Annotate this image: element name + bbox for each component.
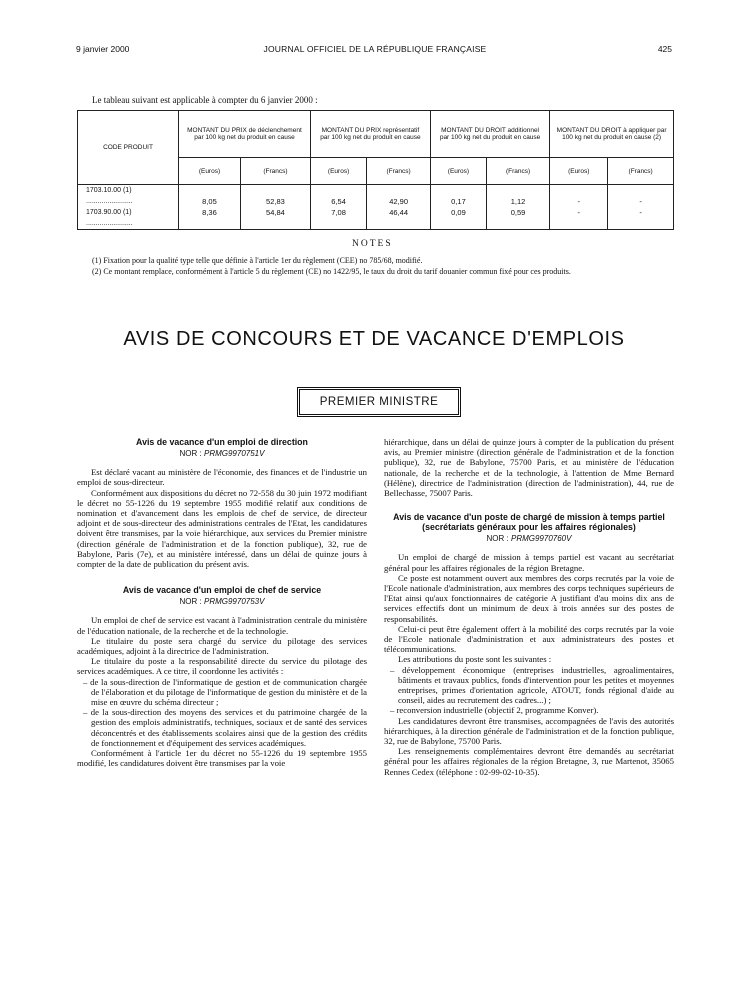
header-page-number: 425 <box>657 44 672 54</box>
table-cell: - - <box>608 185 674 230</box>
table-cell: 8,05 8,36 <box>179 185 241 230</box>
paragraph: Est déclaré vacant au ministère de l'économie, des finances et de l'industrie un emploi de sous-directeur. <box>77 467 367 488</box>
paragraph: Le titulaire du poste sera chargé du service du pilotage des services académiques, adjoint à la directrice de l'administration. <box>77 635 367 657</box>
paragraph: Les attributions du poste sont les suivantes : <box>398 654 552 665</box>
note-2: (2) Ce montant remplace, conformément à l'article 5 du règlement (CE) no 1422/95, le taux du droit du tarif douanier commun fixé pour ces produits. <box>92 267 571 276</box>
paragraph: Le titulaire du poste a la responsabilité directe du service du pilotage des services académiques. A ce titre, il coordonne les activités : <box>77 656 367 677</box>
header-date: 9 janvier 2000 <box>76 44 130 54</box>
right-column <box>384 437 674 777</box>
table-cell: 52,83 54,84 <box>240 185 310 230</box>
article-title: Avis de vacance d'un emploi de chef de service <box>122 585 322 596</box>
paragraph: Un emploi de chef de service est vacant à l'administration centrale du ministère de l'éducation nationale, de la recherche et de la technologie. <box>77 615 367 636</box>
list-item: – développement économique (entreprises industrielles, agroalimentaires, bâtiments et travaux publics, fonds d'intervention pour les petites et moyennes entreprises, primes d'orientation agricole, ATOUT, fonds régional d'aide au conseil, aides au recrutement des cadres...) ; <box>390 664 674 706</box>
unit-header: (Francs) <box>367 158 431 185</box>
product-code: 1703.90.00 (1) <box>86 209 132 216</box>
unit-header: (Francs) <box>240 158 310 185</box>
table-cell: 6,54 7,08 <box>310 185 366 230</box>
unit-header: (Euros) <box>430 158 486 185</box>
header-journal-title: JOURNAL OFFICIEL DE LA RÉPUBLIQUE FRANÇAISE <box>263 44 487 54</box>
section-title: AVIS DE CONCOURS ET DE VACANCE D'EMPLOIS <box>123 328 625 350</box>
paragraph: Ce poste est notamment ouvert aux membres des corps recrutés par la voie de l'Ecole nationale d'administration, aux membres des corps techniques supérieurs de l'Etat ainsi qu'aux fonctionnaires de catégorie A justifiant d'au moins dix ans de services effectifs dont un minimum de deux à trois années sur des postes de responsabilités. <box>384 572 674 624</box>
list-item: – de la sous-direction de l'informatique de gestion et de communication chargée de l'élaboration et du pilotage de l'informatique de gestion du ministère et de la mise en œuvre du schéma directeur ; <box>83 676 367 708</box>
group-header-1: MONTANT DU PRIX de déclenchement par 100 kg net du produit en cause <box>179 111 311 158</box>
tariff-table <box>77 110 674 230</box>
unit-header: (Euros) <box>550 158 608 185</box>
paragraph: Les renseignements complémentaires devront être demandés au secrétariat général pour les affaires régionales de la région Bretagne, 3, rue Martenot, 35065 Rennes Cedex (téléphone : 02-99-02-10-35). <box>384 746 674 777</box>
table-intro: Le tableau suivant est applicable à compter du 6 janvier 2000 : <box>92 95 318 105</box>
activity-list <box>77 677 367 748</box>
article-title: Avis de vacance d'un poste de chargé de mission à temps partiel (secrétariats généraux pour les affaires régionales) <box>393 512 665 533</box>
attribution-list <box>384 665 674 716</box>
paragraph: Un emploi de chargé de mission à temps partiel est vacant au secrétariat général pour les affaires régionales de la région Bretagne. <box>384 552 674 573</box>
product-code: 1703.10.00 (1) <box>86 187 132 194</box>
nor-reference: NOR : PRMG9970751V <box>179 449 265 458</box>
left-column <box>77 437 367 768</box>
unit-header: (Euros) <box>179 158 241 185</box>
paragraph: Conformément aux dispositions du décret no 72-558 du 30 juin 1972 modifiant le décret no 55-1226 du 19 septembre 1955 modifié relatif aux conditions de nomination et d'avancement dans les emplois de chef de service, de directeur adjoint et de sous-directeur des administrations centrales de l'Etat, les candidatures doivent être transmises, par la voie hiérarchique, aux services du Premier ministre (direction générale de l'administration et de la fonction publique), 32, rue de Babylone, Paris (7e), et au ministère intéressé, dans un délai de quinze jours à compter de la date de publication du présent avis. <box>77 487 367 570</box>
list-item: – reconversion industrielle (objectif 2, programme Konver). <box>390 705 599 716</box>
ministry-box: PREMIER MINISTRE <box>297 387 461 417</box>
group-header-2: MONTANT DU PRIX représentatif par 100 kg net du produit en cause <box>310 111 430 158</box>
unit-header: (Francs) <box>608 158 674 185</box>
paragraph: Celui-ci peut être également offert à la mobilité des corps recrutés par la voie de l'Ecole nationale d'administration et aux administrateurs des postes et télécommunications. <box>384 623 674 655</box>
table-cell: 42,90 46,44 <box>367 185 431 230</box>
paragraph: Les candidatures devront être transmises, accompagnées de l'avis des autorités hiérarchiques, à la direction générale de l'administration et de la fonction publique, 32, rue de Babylone, 75700 Paris. <box>384 715 674 747</box>
code-header: CODE PRODUIT <box>78 111 179 185</box>
nor-reference: NOR : PRMG9970760V <box>486 534 572 544</box>
nor-reference: NOR : PRMG9970753V <box>179 597 265 607</box>
group-header-4: MONTANT DU DROIT à appliquer par 100 kg net du produit en cause (2) <box>550 111 674 158</box>
table-cell: - - <box>550 185 608 230</box>
unit-header: (Euros) <box>310 158 366 185</box>
table-cell: 1,12 0,59 <box>486 185 549 230</box>
product-codes: 1703.10.00 (1) ........................ 1703.90.00 (1) ........................ <box>78 185 179 230</box>
paragraph: hiérarchique, dans un délai de quinze jours à compter de la publication du présent avis, au Premier ministre (direction générale de l'administration et de la fonction publique), 32, rue de Babylone, 75700 Paris, et au ministère de l'éducation nationale, de la recherche et de la technologie, à l'attention de Mme Bernard (Hélène), directrice de l'administration (direction de l'administration), 44, rue de Bellechasse, 75007 Paris. <box>384 437 674 499</box>
notes-title: NOTES <box>352 239 393 249</box>
table-cell: 0,17 0,09 <box>430 185 486 230</box>
note-1: (1) Fixation pour la qualité type telle que définie à l'article 1er du règlement (CEE) no 785/68, modifié. <box>92 256 423 265</box>
unit-header: (Francs) <box>486 158 549 185</box>
article-title: Avis de vacance d'un emploi de direction <box>136 437 308 447</box>
list-item: – de la sous-direction des moyens des services et du patrimoine chargée de la gestion des emplois administratifs, techniques, sociaux et de santé des services déconcentrés et des établissements scolaires ainsi que de la gestion des crédits de fonctionnement et d'équipement des services académiques. <box>83 707 367 748</box>
group-header-3: MONTANT DU DROIT additionnel par 100 kg net du produit en cause <box>430 111 549 158</box>
paragraph: Conformément à l'article 1er du décret no 55-1226 du 19 septembre 1955 modifié, les candidatures doivent être transmises par la voie <box>77 748 367 769</box>
